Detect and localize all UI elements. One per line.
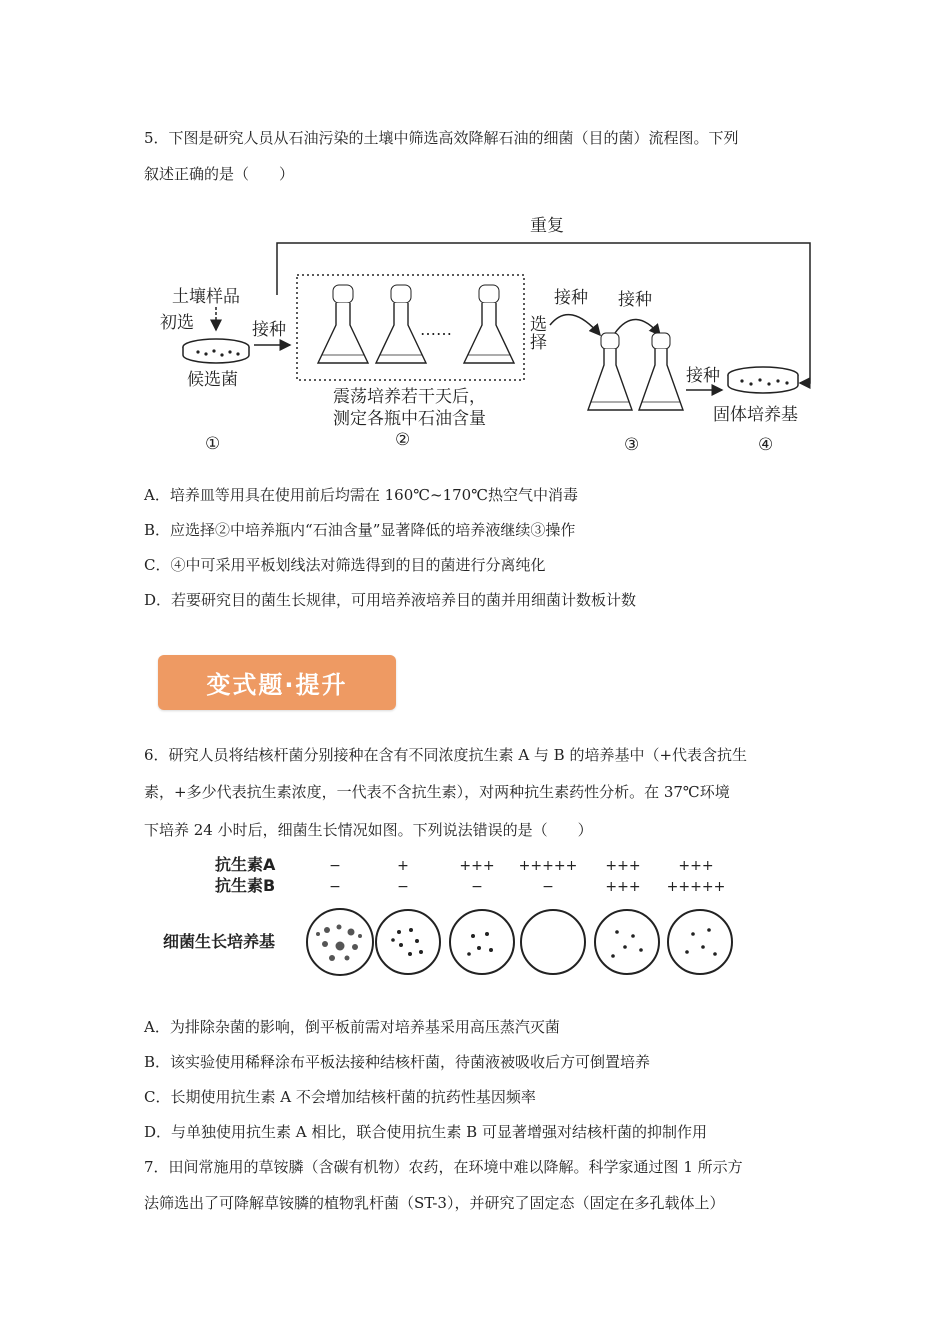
inoculate-label-1: 接种 [252, 320, 286, 340]
flask-5 [639, 333, 683, 410]
shake-caption-line2: 测定各瓶中石油含量 [333, 409, 486, 429]
b-value-4: − [542, 879, 554, 895]
inoculate-label-2: 接种 [554, 288, 588, 308]
antibiotic-b-label: 抗生素B [215, 876, 276, 895]
q6-option-c: C．长期使用抗生素 A 不会增加结核杆菌的抗药性基因频率 [144, 1088, 536, 1106]
flask-3 [464, 285, 514, 363]
b-value-1: − [329, 879, 341, 895]
step-number-4: ④ [758, 435, 774, 455]
petri-dish-candidate [183, 339, 249, 363]
a-value-4: +++++ [518, 858, 578, 874]
inoculate-label-3: 接种 [618, 290, 652, 310]
select-label-char2: 择 [530, 333, 547, 353]
plate-2 [376, 910, 440, 974]
a-value-5: +++ [605, 858, 641, 874]
q5-option-b: B．应选择②中培养瓶内“石油含量”显著降低的培养液继续③操作 [144, 521, 576, 539]
step-number-1: ① [205, 434, 221, 454]
a-value-3: +++ [459, 858, 495, 874]
plate-4 [521, 910, 585, 974]
candidate-label: 候选菌 [187, 370, 238, 390]
petri-dish-solid-medium [728, 367, 798, 393]
q7-stem-line2: 法筛选出了可降解草铵膦的植物乳杆菌（ST-3），并研究了固定态（固定在多孔载体上） [144, 1194, 725, 1212]
shake-caption-line1: 震荡培养若干天后， [333, 387, 486, 407]
flask-2 [376, 285, 426, 363]
solid-medium-label: 固体培养基 [713, 405, 798, 425]
flask-4 [588, 333, 632, 410]
a-value-1: − [329, 858, 341, 874]
flask-ellipsis: …… [420, 320, 452, 339]
q6-antibiotic-figure [155, 850, 755, 980]
inoculate-label-4: 接种 [686, 366, 720, 386]
plate-3 [450, 910, 514, 974]
q5-option-d: D．若要研究目的菌生长规律，可用培养液培养目的菌并用细菌计数板计数 [144, 591, 637, 609]
b-value-2: − [397, 879, 409, 895]
inoculate-arrow-2 [550, 315, 600, 335]
b-value-3: − [471, 879, 483, 895]
q6-stem-line2: 素，+多少代表抗生素浓度，一代表不含抗生素），对两种抗生素药性分析。在 37℃环境 [144, 783, 730, 801]
flask-1 [318, 285, 368, 363]
growth-medium-label: 细菌生长培养基 [163, 932, 276, 951]
repeat-label: 重复 [530, 216, 564, 236]
q7-stem-line1: 7．田间常施用的草铵膦（含碳有机物）农药，在环境中难以降解。科学家通过图 1 所示方 [144, 1158, 743, 1176]
primary-select-label: 初选 [160, 313, 194, 333]
soil-sample-label: 土壤样品 [172, 287, 240, 307]
plate-5 [595, 910, 659, 974]
variant-question-badge: 变式题·提升 [158, 655, 396, 710]
a-value-2: + [397, 858, 409, 874]
q6-stem-line3: 下培养 24 小时后，细菌生长情况如图。下列说法错误的是（ ） [144, 821, 593, 839]
a-value-6: +++ [678, 858, 714, 874]
q6-stem-line1: 6．研究人员将结核杆菌分别接种在含有不同浓度抗生素 A 与 B 的培养基中（+代表含抗生 [144, 746, 748, 764]
plate-1 [307, 909, 373, 975]
q5-stem-line1: 5．下图是研究人员从石油污染的土壤中筛选高效降解石油的细菌（目的菌）流程图。下列 [144, 129, 739, 147]
inoculate-arrow-3 [615, 319, 660, 335]
step-number-3: ③ [624, 435, 640, 455]
step-number-2: ② [395, 430, 411, 450]
antibiotic-a-label: 抗生素A [215, 855, 276, 874]
q6-option-d: D．与单独使用抗生素 A 相比，联合使用抗生素 B 可显著增强对结核杆菌的抑制作用 [144, 1123, 707, 1141]
q5-option-a: A．培养皿等用具在使用前后均需在 160℃~170℃热空气中消毒 [144, 486, 578, 504]
q6-option-b: B．该实验使用稀释涂布平板法接种结核杆菌，待菌液被吸收后方可倒置培养 [144, 1053, 651, 1071]
q5-option-c: C．④中可采用平板划线法对筛选得到的目的菌进行分离纯化 [144, 556, 546, 574]
q5-flowchart-figure [150, 205, 830, 460]
b-value-6: +++++ [666, 879, 726, 895]
q6-option-a: A．为排除杂菌的影响，倒平板前需对培养基采用高压蒸汽灭菌 [144, 1018, 560, 1036]
plate-6 [668, 910, 732, 974]
b-value-5: +++ [605, 879, 641, 895]
q5-stem-line2: 叙述正确的是（ ） [144, 165, 295, 183]
select-label-char1: 选 [530, 315, 547, 335]
